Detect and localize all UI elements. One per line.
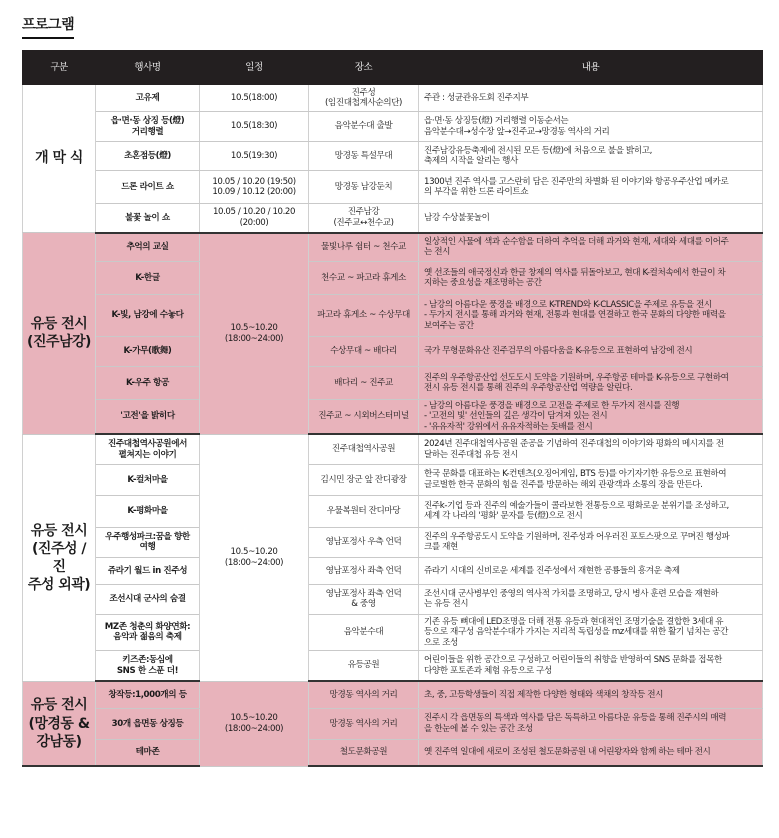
table-row	[23, 739, 763, 766]
description-cell: 초, 중, 고등학생들이 직접 제작한 다양한 형태와 색채의 창작등 전시	[419, 681, 763, 708]
header-content: 내용	[419, 51, 763, 85]
description-cell: 옛 선조들의 애국정신과 한글 창제의 역사를 뒤돌아보고, 현대 K-컬처속에서 한글이 차 지하는 중요성을 재조명하는 공간	[419, 262, 763, 295]
description-cell: 진주의 우주항공산업 선도도시 도약을 기원하며, 우주항공 테마를 K-유등으로 구현하여 전시 유등 전시를 통해 진주의 우주항공산업 역량을 알린다.	[419, 367, 763, 400]
header-date: 일정	[200, 51, 309, 85]
place-cell: 음악분수대	[309, 614, 419, 650]
table-row	[23, 650, 763, 681]
place-cell: 수상무대 ~ 배다리	[309, 337, 419, 367]
table-row	[23, 527, 763, 557]
event-name: 우주행성파크:꿈을 향한 여행	[96, 527, 200, 557]
date-cell: 10.5(18:30)	[200, 112, 309, 142]
category-cell: 개 막 식	[23, 85, 96, 233]
category-cell: 유등 전시 (진주성 / 진 주성 외곽)	[23, 434, 96, 681]
table-row	[23, 233, 763, 262]
description-cell: 한국 문화를 대표하는 K-컨텐츠(오징어게임, BTS 등)를 아기자기한 유등으로 표현하여 글로벌한 한국 문화의 힘을 진주를 방문하는 해외 관광객과 소통의 장을 만든다.	[419, 464, 763, 495]
place-cell: 망경동 남강둔치	[309, 171, 419, 204]
place-cell: 영남포정사 좌측 언덕 & 중영	[309, 584, 419, 614]
event-name: 조선시대 군사의 숨결	[96, 584, 200, 614]
place-cell: 파고라 휴게소 ~ 수상무대	[309, 295, 419, 337]
place-cell: 망경동 역사의 거리	[309, 681, 419, 708]
header-category: 구분	[23, 51, 96, 85]
table-row	[23, 400, 763, 435]
description-cell: 주관 : 성균관유도회 진주지부	[419, 85, 763, 112]
table-row	[23, 112, 763, 142]
event-name: K-한글	[96, 262, 200, 295]
event-name: K-평화마을	[96, 495, 200, 527]
description-cell: 기존 유등 뼈대에 LED조명을 더해 전통 유등과 현대적인 조명기술을 결합한 3세대 유 등으로 재구성 음악분수대가 가지는 지리적 독립성을 mz세대를 위한 활기 넘치는 공간 으로 조성	[419, 614, 763, 650]
description-cell: 옛 진주역 일대에 새로이 조성된 철도문화공원 내 어린왕자와 함께 하는 테마 전시	[419, 739, 763, 766]
description-cell: 2024년 진주대첩역사공원 준공을 기념하여 진주대첩의 이야기와 평화의 메시지를 전 달하는 진주대첩 유등 전시	[419, 434, 763, 464]
table-row	[23, 85, 763, 112]
event-name: MZ존 청춘의 화양연화: 음악과 젊음의 축제	[96, 614, 200, 650]
event-name: '고전'을 밝히다	[96, 400, 200, 435]
program-table	[22, 50, 763, 767]
description-cell: 진주남강유등축제에 전시된 모든 등(燈)에 처음으로 불을 밝히고, 축제의 시작을 알리는 행사	[419, 142, 763, 171]
event-name: 키즈존:동심에 SNS 한 스푼 더!	[96, 650, 200, 681]
description-cell: - 남강의 아름다운 풍경을 배경으로 고전을 주제로 한 두가지 전시를 진행 - '고전의 빛' 선인들의 깊은 생각이 담겨져 있는 전시 - '유유자적' 강위에서 유유자적하는 돗배를 전시	[419, 400, 763, 435]
description-cell: 진주k-기업 등과 진주의 예술가들이 콜라보한 전통등으로 평화로운 분위기를 조성하고, 세계 각 나라의 '평화' 문자를 등(燈)으로 전시	[419, 495, 763, 527]
place-cell: 물빛나루 쉼터 ~ 천수교	[309, 233, 419, 262]
description-cell: 일상적인 사물에 색과 순수함을 더하여 추억을 더해 과거와 현재, 세대와 세대를 이어주 는 전시	[419, 233, 763, 262]
category-cell: 유등 전시 (망경동 & 강남동)	[23, 681, 96, 766]
table-row	[23, 367, 763, 400]
date-cell: 10.5~10.20 (18:00~24:00)	[200, 434, 309, 681]
event-name: 추억의 교실	[96, 233, 200, 262]
event-name: 드론 라이트 쇼	[96, 171, 200, 204]
place-cell: 배다리 ~ 진주교	[309, 367, 419, 400]
place-cell: 망경동 특설무대	[309, 142, 419, 171]
description-cell: 조선시대 군사병부인 중영의 역사적 가치를 조명하고, 당시 병사 훈련 모습을 재현하 는 유등 전시	[419, 584, 763, 614]
table-row	[23, 495, 763, 527]
date-cell: 10.05 / 10.20 (19:50) 10.09 / 10.12 (20:00)	[200, 171, 309, 204]
table-row	[23, 171, 763, 204]
date-cell: 10.5(18:00)	[200, 85, 309, 112]
table-row	[23, 584, 763, 614]
place-cell: 진주남강 (진주교↔천수교)	[309, 204, 419, 233]
place-cell: 유등공원	[309, 650, 419, 681]
event-name: 창작등:1,000개의 등	[96, 681, 200, 708]
place-cell: 망경동 역사의 거리	[309, 708, 419, 739]
table-row	[23, 337, 763, 367]
page-title: 프로그램	[22, 14, 74, 39]
event-name: 테마존	[96, 739, 200, 766]
event-name: 고유제	[96, 85, 200, 112]
table-row	[23, 434, 763, 464]
event-name: K-가무(歌舞)	[96, 337, 200, 367]
date-cell: 10.5(19:30)	[200, 142, 309, 171]
description-cell: 읍·면·동 상징등(燈) 거리행렬 이동순서는 음악분수대→성수장 앞→진주교→망경동 역사의 거리	[419, 112, 763, 142]
place-cell: 진주대첩역사공원	[309, 434, 419, 464]
place-cell: 우물복원터 잔디마당	[309, 495, 419, 527]
description-cell: 어린이들을 위한 공간으로 구성하고 어린이들의 취향을 반영하여 SNS 문화를 접목한 다양한 포토존과 체험 유등으로 구성	[419, 650, 763, 681]
date-cell: 10.5~10.20 (18:00~24:00)	[200, 681, 309, 766]
program-body	[23, 85, 763, 767]
description-cell: 진주의 우주항공도시 도약을 기원하며, 진주성과 어우러진 포토스팟으로 꾸며진 행성파 크를 재현	[419, 527, 763, 557]
event-name: K-컬처마을	[96, 464, 200, 495]
description-cell: 1300년 진주 역사를 고스란히 담은 진주만의 차별화 된 이야기와 항공우주산업 메카로 의 부각을 위한 드론 라이트쇼	[419, 171, 763, 204]
event-name: 읍·면·동 상징 등(燈) 거리행렬	[96, 112, 200, 142]
event-name: K-빛, 남강에 수놓다	[96, 295, 200, 337]
place-cell: 철도문화공원	[309, 739, 419, 766]
header-event: 행사명	[96, 51, 200, 85]
event-name: 불꽃 놀이 쇼	[96, 204, 200, 233]
table-row	[23, 464, 763, 495]
event-name: 진주대첩역사공원에서 펼쳐지는 이야기	[96, 434, 200, 464]
event-name: 30개 읍면동 상징등	[96, 708, 200, 739]
event-name: K-우주 항공	[96, 367, 200, 400]
place-cell: 천수교 ~ 파고라 휴게소	[309, 262, 419, 295]
place-cell: 진주교 ~ 시외버스터미널	[309, 400, 419, 435]
place-cell: 진주성 (임진대첩계사순의단)	[309, 85, 419, 112]
category-cell: 유등 전시 (진주남강)	[23, 233, 96, 435]
table-row	[23, 614, 763, 650]
table-row	[23, 557, 763, 584]
table-row	[23, 708, 763, 739]
description-cell: 쥬라기 시대의 신비로운 세계를 진주성에서 재현한 공룡들의 흥겨운 축제	[419, 557, 763, 584]
table-row	[23, 142, 763, 171]
event-name: 쥬라기 월드 in 진주성	[96, 557, 200, 584]
table-row	[23, 681, 763, 708]
description-cell: 국가 무형문화유산 진주검무의 아름다움을 K-유등으로 표현하여 남강에 전시	[419, 337, 763, 367]
place-cell: 영남포정사 좌측 언덕	[309, 557, 419, 584]
table-header-row	[23, 51, 763, 85]
date-cell: 10.5~10.20 (18:00~24:00)	[200, 233, 309, 435]
table-row	[23, 295, 763, 337]
description-cell: - 남강의 아름다운 풍경을 배경으로 K-TREND와 K-CLASSIC을 주제로 유등을 전시 - 두가지 전시를 통해 과거와 현재, 전통과 현대를 연결하고 한국 문화의 다양한 매력을 보여주는 공간	[419, 295, 763, 337]
table-row	[23, 204, 763, 233]
place-cell: 음악분수대 출발	[309, 112, 419, 142]
header-place: 장소	[309, 51, 419, 85]
table-row	[23, 262, 763, 295]
event-name: 초혼점등(燈)	[96, 142, 200, 171]
date-cell: 10.05 / 10.20 / 10.20 (20:00)	[200, 204, 309, 233]
description-cell: 남강 수상불꽃놀이	[419, 204, 763, 233]
place-cell: 영남포정사 우측 언덕	[309, 527, 419, 557]
place-cell: 김시민 장군 앞 잔디광장	[309, 464, 419, 495]
description-cell: 진주시 각 읍면동의 특색과 역사를 담은 독특하고 아름다운 유등을 통해 진주시의 매력 을 한눈에 볼 수 있는 공간 조성	[419, 708, 763, 739]
